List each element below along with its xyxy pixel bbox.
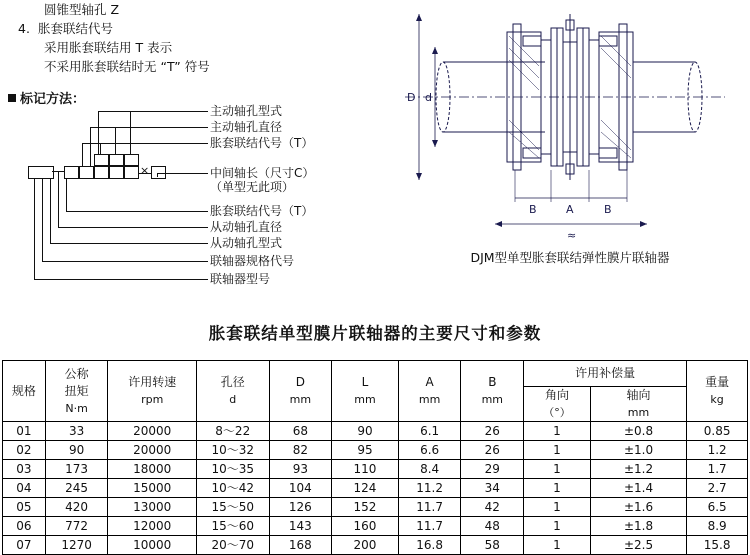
table-cell: 160	[332, 517, 399, 536]
svg-text:≈: ≈	[567, 229, 577, 242]
table-cell: 15～60	[197, 517, 269, 536]
table-cell: 13000	[108, 498, 197, 517]
table-cell: 18000	[108, 460, 197, 479]
table-cell: 152	[332, 498, 399, 517]
table-cell: 15000	[108, 479, 197, 498]
th-L: L mm	[332, 361, 399, 422]
drop-line-3b	[157, 173, 158, 177]
table-cell: ±0.8	[590, 422, 686, 441]
table-cell: ±1.0	[590, 441, 686, 460]
table-cell: 1	[524, 517, 591, 536]
marking-label-1: 主动轴孔直径	[210, 120, 283, 134]
coupling-technical-drawing	[395, 2, 745, 262]
drop-line-7	[50, 171, 51, 243]
table-row	[3, 517, 748, 536]
marking-label-5: 胀套联结代号（T）	[210, 204, 314, 218]
table-cell: ±1.2	[590, 460, 686, 479]
table-cell: 10～32	[197, 441, 269, 460]
th-bore: 孔径 d	[197, 361, 269, 422]
table-cell: 168	[269, 536, 332, 555]
table-cell: 420	[45, 498, 108, 517]
multiplier-symbol: ×	[140, 164, 150, 177]
marking-label-9: 联轴器型号	[210, 272, 271, 286]
marking-label-3: 中间轴长（尺寸C）	[210, 166, 315, 180]
svg-text:d: d	[425, 91, 432, 104]
marking-method-label: 标记方法：	[20, 92, 86, 107]
table-cell: 05	[3, 498, 46, 517]
leader-line-0	[98, 111, 208, 112]
code-box-5	[124, 166, 139, 179]
table-title: 胀套联结单型膜片联轴器的主要尺寸和参数	[208, 324, 542, 343]
table-cell: 1.2	[687, 441, 748, 460]
leader-line-5	[66, 211, 208, 212]
table-cell: 02	[3, 441, 46, 460]
table-cell: 6.5	[687, 498, 748, 517]
leader-line-7	[50, 243, 208, 244]
table-cell: 1	[524, 536, 591, 555]
table-row	[3, 479, 748, 498]
table-cell: 10～35	[197, 460, 269, 479]
table-row	[3, 460, 748, 479]
tick-2	[115, 127, 116, 154]
table-cell: 33	[45, 422, 108, 441]
marking-label-2: 胀套联结代号（T）	[210, 136, 314, 150]
table-cell: 110	[332, 460, 399, 479]
table-cell: 15.8	[687, 536, 748, 555]
table-cell: 93	[269, 460, 332, 479]
table-cell: 1.7	[687, 460, 748, 479]
th-A: A mm	[398, 361, 461, 422]
marking-label-7: 从动轴孔型式	[210, 236, 283, 250]
table-cell: 10～42	[197, 479, 269, 498]
code-box-3	[94, 166, 109, 179]
drawing-caption: DJM型单型胀套联结弹性膜片联轴器	[470, 250, 670, 265]
leader-line-8	[42, 261, 208, 262]
marking-label-0: 主动轴孔型式	[210, 104, 283, 118]
th-B: B mm	[461, 361, 524, 422]
table-cell: 8～22	[197, 422, 269, 441]
marking-diagram	[10, 104, 370, 294]
tick-1	[100, 143, 101, 154]
spec-table-body	[3, 422, 748, 555]
th-D: D mm	[269, 361, 332, 422]
table-cell: 58	[461, 536, 524, 555]
table-row	[3, 422, 748, 441]
table-cell: 34	[461, 479, 524, 498]
table-cell: 11.2	[398, 479, 461, 498]
table-cell: 1	[524, 441, 591, 460]
drop-line-8	[42, 171, 43, 261]
note-item-4	[18, 19, 348, 38]
table-cell: ±1.4	[590, 479, 686, 498]
table-cell: 90	[332, 422, 399, 441]
connector-a	[52, 171, 64, 172]
table-cell: 48	[461, 517, 524, 536]
leader-line-1	[90, 127, 208, 128]
table-cell: 20000	[108, 441, 197, 460]
table-cell: 68	[269, 422, 332, 441]
code-box-upper-2	[109, 154, 124, 166]
note-item-4-number: 4.	[18, 21, 30, 36]
table-cell: 6.1	[398, 422, 461, 441]
table-cell: 772	[45, 517, 108, 536]
th-speed: 许用转速 rpm	[108, 361, 197, 422]
drop-line-6	[58, 171, 59, 227]
th-spec: 规格	[3, 361, 46, 422]
table-cell: 104	[269, 479, 332, 498]
table-cell: 04	[3, 479, 46, 498]
table-cell: 143	[269, 517, 332, 536]
th-angular: 角向 （°）	[524, 387, 591, 422]
table-cell: 42	[461, 498, 524, 517]
marking-label-4: （单型无此项）	[210, 180, 295, 194]
table-row	[3, 498, 748, 517]
svg-text:A: A	[566, 203, 574, 216]
note-item-4-text: 胀套联结代号	[38, 21, 114, 36]
table-cell: ±1.6	[590, 498, 686, 517]
table-cell: 12000	[108, 517, 197, 536]
table-cell: 26	[461, 441, 524, 460]
table-cell: 20～70	[197, 536, 269, 555]
notes-block	[18, 0, 348, 76]
table-cell: 11.7	[398, 498, 461, 517]
table-cell: 1270	[45, 536, 108, 555]
bullet-square-icon	[8, 94, 16, 102]
table-cell: 1	[524, 498, 591, 517]
spec-table	[2, 360, 748, 555]
table-cell: 01	[3, 422, 46, 441]
svg-text:B: B	[529, 203, 537, 216]
th-axial: 轴向 mm	[590, 387, 686, 422]
code-box-4	[109, 166, 124, 179]
table-cell: 03	[3, 460, 46, 479]
table-cell: 1	[524, 479, 591, 498]
leader-line-3b	[157, 173, 208, 174]
table-cell: 2.7	[687, 479, 748, 498]
note-item-4-sub1: 采用胀套联结用 T 表示	[44, 40, 173, 55]
table-cell: 200	[332, 536, 399, 555]
table-cell: 1	[524, 422, 591, 441]
table-cell: 126	[269, 498, 332, 517]
th-compensation-group: 许用补偿量	[524, 361, 687, 387]
table-cell: 245	[45, 479, 108, 498]
code-box-upper-1	[94, 154, 109, 166]
code-box-1	[64, 166, 79, 179]
table-cell: 173	[45, 460, 108, 479]
table-cell: 15～50	[197, 498, 269, 517]
code-box-model	[28, 166, 54, 179]
marking-label-6: 从动轴孔直径	[210, 220, 283, 234]
table-cell: 06	[3, 517, 46, 536]
table-cell: 124	[332, 479, 399, 498]
table-cell: 26	[461, 422, 524, 441]
table-cell: 1	[524, 460, 591, 479]
code-box-upper-3	[124, 154, 139, 166]
note-line-1: 圆锥型轴孔 Z	[44, 2, 120, 17]
leader-line-6	[58, 227, 208, 228]
marking-label-8: 联轴器规格代号	[210, 254, 295, 268]
table-cell: 82	[269, 441, 332, 460]
table-row	[3, 441, 748, 460]
table-cell: 16.8	[398, 536, 461, 555]
drop-line-1	[90, 127, 91, 169]
table-cell: 90	[45, 441, 108, 460]
th-weight: 重量 kg	[687, 361, 748, 422]
svg-text:B: B	[604, 203, 612, 216]
table-cell: 8.4	[398, 460, 461, 479]
table-cell: 8.9	[687, 517, 748, 536]
table-cell: 20000	[108, 422, 197, 441]
table-row	[3, 536, 748, 555]
leader-line-9	[34, 279, 208, 280]
tick-3	[130, 111, 131, 154]
table-cell: ±1.8	[590, 517, 686, 536]
svg-text:D: D	[407, 91, 416, 104]
table-cell: 6.6	[398, 441, 461, 460]
code-box-2	[79, 166, 94, 179]
table-cell: 10000	[108, 536, 197, 555]
table-cell: ±2.5	[590, 536, 686, 555]
drop-line-9	[34, 171, 35, 279]
table-cell: 95	[332, 441, 399, 460]
table-cell: 11.7	[398, 517, 461, 536]
note-item-4-sub2: 不采用胀套联结时无 “T” 符号	[44, 59, 210, 74]
table-cell: 07	[3, 536, 46, 555]
th-torque: 公称 扭矩 N·m	[45, 361, 108, 422]
table-cell: 0.85	[687, 422, 748, 441]
table-cell: 29	[461, 460, 524, 479]
